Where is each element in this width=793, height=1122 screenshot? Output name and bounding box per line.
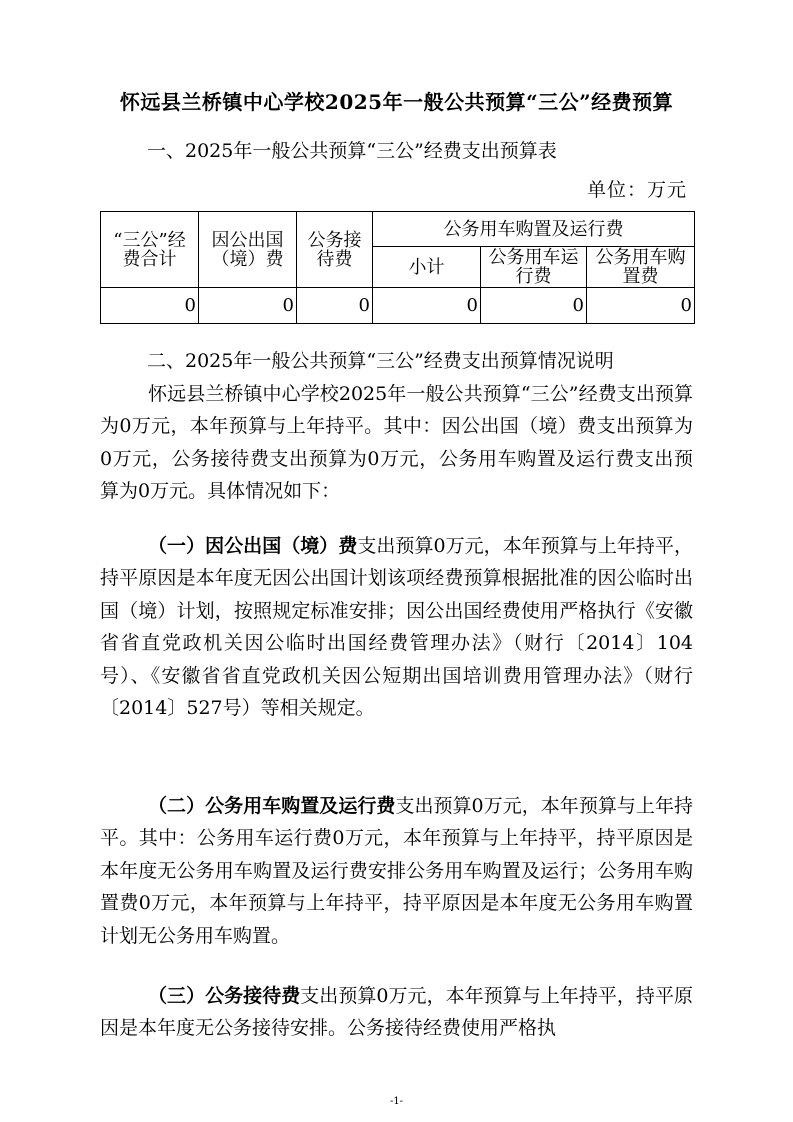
section1-heading: 一、2025年一般公共预算“三公”经费支出预算表 bbox=[147, 140, 557, 162]
page-number: -1- bbox=[389, 1096, 404, 1107]
header-vehicle-group: 公务用车购置及运行费 bbox=[373, 212, 695, 247]
paragraph-abroad bbox=[100, 530, 693, 724]
cell-total: 0 bbox=[101, 288, 199, 324]
unit-label: 单位：万元 bbox=[586, 179, 687, 201]
table-row bbox=[101, 288, 695, 324]
paragraph-vehicle-lead: （二）公务用车购置及运行费 bbox=[148, 795, 396, 817]
cell-vehicle-run: 0 bbox=[481, 288, 587, 324]
table-header-row bbox=[101, 212, 695, 247]
budget-table bbox=[100, 211, 695, 324]
document-title: 怀远县兰桥镇中心学校2025年一般公共预算“三公”经费预算 bbox=[119, 90, 674, 114]
header-subtotal: 小计 bbox=[373, 247, 481, 288]
paragraph-reception-body: 支出预算0万元，本年预算与上年持平，持平原因是本年度无公务接待安排。公务接待经费使用严格执 bbox=[100, 985, 693, 1040]
paragraph-vehicle-body: 支出预算0万元，本年预算与上年持平。其中：公务用车运行费0万元，本年预算与上年持平，持平原因是本年度无公务用车购置及运行费安排公务用车购置及运行；公务用车购置费0万元，本年预算与上年持平，持平原因是本年度无公务用车购置计划无公务用车购置。 bbox=[100, 795, 693, 947]
cell-subtotal: 0 bbox=[373, 288, 481, 324]
cell-vehicle-buy: 0 bbox=[587, 288, 695, 324]
paragraph-reception-lead: （三）公务接待费 bbox=[148, 985, 301, 1007]
header-reception: 公务接待费 bbox=[297, 212, 373, 288]
paragraph-vehicle bbox=[100, 790, 693, 952]
paragraph-abroad-body: 支出预算0万元，本年预算与上年持平，持平原因是本年度无因公出国计划该项经费预算根据批准的因公临时出国（境）计划，按照规定标准安排；因公出国经费使用严格执行《安徽省省直党政机关因公临时出国经费管理办法》（财行〔2014〕104号）、《安徽省省直党政机关因公短期出国培训费用管理办法》（财行〔2014〕527号）等相关规定。 bbox=[100, 535, 693, 720]
paragraph-summary-text: 怀远县兰桥镇中心学校2025年一般公共预算“三公”经费支出预算为0万元，本年预算与上年持平。其中：因公出国（境）费支出预算为0万元，公务接待费支出预算为0万元，公务用车购置及运行费支出预算为0万元。具体情况如下： bbox=[100, 383, 693, 503]
header-vehicle-buy: 公务用车购置费 bbox=[587, 247, 695, 288]
header-abroad: 因公出国（境）费 bbox=[199, 212, 297, 288]
section2-heading: 二、2025年一般公共预算“三公”经费支出预算情况说明 bbox=[147, 350, 614, 372]
header-vehicle-run: 公务用车运行费 bbox=[481, 247, 587, 288]
cell-abroad: 0 bbox=[199, 288, 297, 324]
cell-reception: 0 bbox=[297, 288, 373, 324]
paragraph-reception bbox=[100, 980, 693, 1045]
paragraph-summary bbox=[100, 378, 693, 508]
header-total: “三公”经费合计 bbox=[101, 212, 199, 288]
paragraph-abroad-lead: （一）因公出国（境）费 bbox=[148, 535, 358, 557]
